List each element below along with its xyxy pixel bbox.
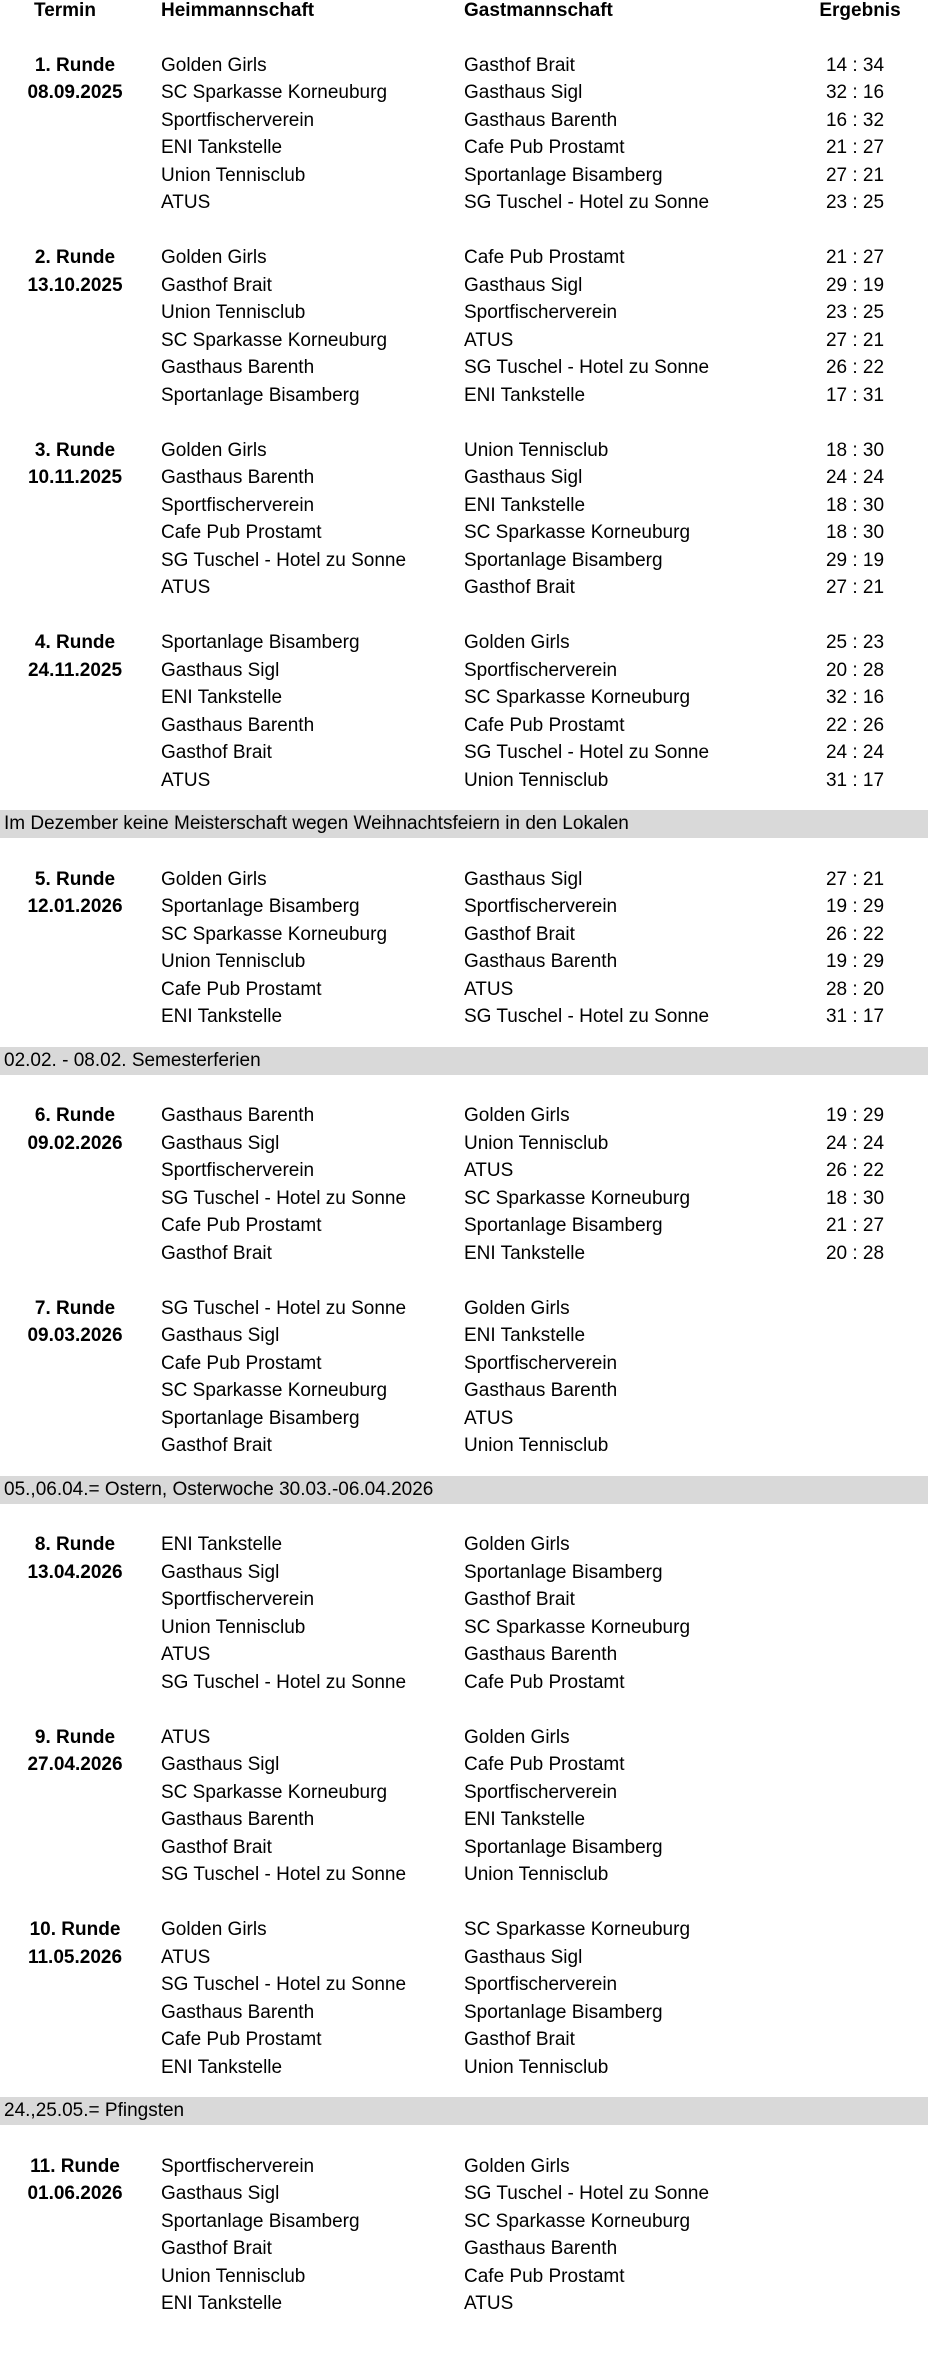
home-team: ENI Tankstelle: [161, 1534, 283, 1555]
home-team: Sportanlage Bisamberg: [161, 1407, 360, 1429]
round-date: 09.02.2026: [27, 1132, 123, 1154]
round-date: 13.04.2026: [27, 1561, 123, 1583]
away-team: Union Tennisclub: [464, 1435, 609, 1456]
home-team: Golden Girls: [161, 54, 267, 76]
match-row: [0, 1641, 928, 1669]
match-row: [0, 1157, 928, 1185]
home-team: Union Tennisclub: [161, 951, 306, 972]
match-row: [0, 162, 928, 190]
match-row: [0, 189, 928, 217]
home-team: Gasthof Brait: [161, 1435, 272, 1456]
away-team: Golden Girls: [464, 1726, 570, 1748]
match-row: [0, 712, 928, 740]
match-row: [0, 1295, 928, 1323]
home-team: Golden Girls: [161, 1919, 267, 1940]
home-team: Gasthof Brait: [161, 1242, 272, 1264]
home-team: Gasthaus Barenth: [161, 467, 315, 488]
home-team: Sportfischerverein: [161, 494, 315, 516]
match-result: 31 : 17: [825, 1006, 885, 1027]
away-team: Golden Girls: [464, 1534, 570, 1555]
away-team: SC Sparkasse Korneuburg: [464, 522, 691, 543]
away-team: Union Tennisclub: [464, 2056, 609, 2078]
match-result: 31 : 17: [825, 769, 885, 791]
home-team: Sportanlage Bisamberg: [161, 2210, 360, 2232]
home-team: SG Tuschel - Hotel zu Sonne: [161, 1671, 407, 1693]
match-row: [0, 327, 928, 355]
round-date: 27.04.2026: [27, 1754, 123, 1775]
away-team: Sportanlage Bisamberg: [464, 2001, 663, 2023]
match-row: [0, 1350, 928, 1378]
home-team: SC Sparkasse Korneuburg: [161, 1380, 388, 1401]
home-team: Gasthof Brait: [161, 1836, 272, 1858]
match-result: 27 : 21: [825, 868, 885, 890]
match-result: 23 : 25: [825, 302, 885, 323]
away-team: Sportfischerverein: [464, 302, 618, 323]
home-team: Union Tennisclub: [161, 302, 306, 323]
away-team: ENI Tankstelle: [464, 384, 586, 406]
away-team: Gasthaus Barenth: [464, 1380, 618, 1401]
round-date: 01.06.2026: [27, 2183, 123, 2204]
match-result: 23 : 25: [825, 192, 885, 213]
match-row: [0, 2290, 928, 2318]
match-result: 18 : 30: [825, 439, 885, 461]
match-row: [0, 79, 928, 107]
match-row: [0, 107, 928, 135]
away-team: Gasthaus Sigl: [464, 82, 583, 103]
match-result: 19 : 29: [825, 951, 885, 972]
spacer: [0, 2125, 928, 2153]
away-team: ENI Tankstelle: [464, 494, 586, 516]
home-team: Golden Girls: [161, 868, 267, 890]
match-row: [0, 629, 928, 657]
match-result: 29 : 19: [825, 549, 885, 571]
round-date: 09.03.2026: [27, 1325, 123, 1346]
match-row: [0, 1806, 928, 1834]
match-row: [0, 1669, 928, 1697]
match-result: 26 : 22: [825, 923, 885, 945]
away-team: Golden Girls: [464, 2155, 570, 2177]
match-result: 21 : 27: [825, 1215, 885, 1236]
round-label: 5. Runde: [34, 868, 116, 890]
away-team: Gasthof Brait: [464, 2029, 575, 2050]
match-row: [0, 1322, 928, 1350]
match-row: [0, 1377, 928, 1405]
home-team: Golden Girls: [161, 439, 267, 461]
match-row: [0, 1751, 928, 1779]
away-team: ATUS: [464, 1407, 514, 1429]
match-row: [0, 1531, 928, 1559]
home-team: SC Sparkasse Korneuburg: [161, 329, 388, 351]
match-row: [0, 1944, 928, 1972]
match-result: 32 : 16: [825, 687, 885, 708]
match-result: 14 : 34: [825, 54, 885, 76]
home-team: ATUS: [161, 1946, 211, 1968]
home-team: SC Sparkasse Korneuburg: [161, 82, 388, 103]
header-heim: Heimmannschaft: [161, 0, 315, 21]
home-team: ENI Tankstelle: [161, 687, 283, 708]
match-row: [0, 2054, 928, 2082]
home-team: Union Tennisclub: [161, 1616, 306, 1638]
home-team: Gasthof Brait: [161, 274, 272, 296]
home-team: Golden Girls: [161, 247, 267, 268]
round-label: 2. Runde: [34, 247, 116, 268]
home-team: Gasthaus Sigl: [161, 1561, 280, 1583]
spacer: [0, 602, 928, 630]
away-team: Gasthaus Sigl: [464, 467, 583, 488]
away-team: ATUS: [464, 2293, 514, 2314]
home-team: ATUS: [161, 1644, 211, 1665]
away-team: Sportfischerverein: [464, 896, 618, 917]
home-team: Gasthaus Sigl: [161, 2183, 280, 2204]
match-row: [0, 299, 928, 327]
match-row: [0, 921, 928, 949]
match-row: [0, 1130, 928, 1158]
match-row: [0, 1834, 928, 1862]
round-label: 6. Runde: [34, 1105, 116, 1126]
match-row: [0, 574, 928, 602]
away-team: Union Tennisclub: [464, 439, 609, 461]
away-team: ENI Tankstelle: [464, 1325, 586, 1346]
away-team: Cafe Pub Prostamt: [464, 714, 625, 736]
round-date: 08.09.2025: [27, 82, 123, 103]
match-row: [0, 684, 928, 712]
match-row: [0, 2153, 928, 2181]
match-result: 27 : 21: [825, 577, 885, 598]
spacer: [0, 794, 928, 810]
away-team: Golden Girls: [464, 1105, 570, 1126]
home-team: Sportanlage Bisamberg: [161, 632, 360, 653]
spacer: [0, 1504, 928, 1532]
match-result: 24 : 24: [825, 742, 885, 763]
away-team: Cafe Pub Prostamt: [464, 1671, 625, 1693]
home-team: ENI Tankstelle: [161, 2293, 283, 2314]
home-team: Sportfischerverein: [161, 109, 315, 131]
header-ergebnis: Ergebnis: [819, 0, 901, 21]
away-team: Cafe Pub Prostamt: [464, 2265, 625, 2287]
match-result: 21 : 27: [825, 247, 885, 268]
match-row: [0, 1405, 928, 1433]
home-team: Cafe Pub Prostamt: [161, 2029, 322, 2050]
away-team: Golden Girls: [464, 1297, 570, 1319]
round-label: 1. Runde: [34, 54, 116, 76]
home-team: Union Tennisclub: [161, 2265, 306, 2287]
match-row: [0, 1240, 928, 1268]
home-team: ATUS: [161, 577, 211, 598]
match-row: [0, 657, 928, 685]
match-row: [0, 767, 928, 795]
away-team: Sportfischerverein: [464, 1781, 618, 1803]
match-result: 27 : 21: [825, 164, 885, 186]
match-result: 19 : 29: [825, 896, 885, 917]
round-date: 13.10.2025: [27, 274, 123, 296]
home-team: Gasthaus Barenth: [161, 1809, 315, 1830]
match-result: 18 : 30: [825, 1187, 885, 1209]
match-row: [0, 1003, 928, 1031]
home-team: Sportanlage Bisamberg: [161, 896, 360, 917]
header-gast: Gastmannschaft: [464, 0, 613, 21]
home-team: Gasthof Brait: [161, 2238, 272, 2259]
home-team: ATUS: [161, 769, 211, 791]
away-team: SG Tuschel - Hotel zu Sonne: [464, 2183, 710, 2204]
spacer: [0, 1889, 928, 1917]
home-team: Gasthaus Barenth: [161, 1105, 315, 1126]
match-row: [0, 134, 928, 162]
match-row: [0, 1102, 928, 1130]
round-date: 24.11.2025: [27, 659, 123, 681]
away-team: Sportfischerverein: [464, 1352, 618, 1374]
match-row: [0, 354, 928, 382]
home-team: Gasthaus Sigl: [161, 1325, 280, 1346]
match-result: 28 : 20: [825, 978, 885, 1000]
match-row: [0, 976, 928, 1004]
away-team: Union Tennisclub: [464, 769, 609, 791]
round-label: 4. Runde: [34, 632, 116, 653]
spacer: [0, 1031, 928, 1047]
home-team: ATUS: [161, 192, 211, 213]
home-team: Cafe Pub Prostamt: [161, 522, 322, 543]
match-row: [0, 1724, 928, 1752]
match-result: 19 : 29: [825, 1105, 885, 1126]
away-team: SC Sparkasse Korneuburg: [464, 2210, 691, 2232]
home-team: SG Tuschel - Hotel zu Sonne: [161, 1297, 407, 1319]
match-row: [0, 2026, 928, 2054]
home-team: Cafe Pub Prostamt: [161, 978, 322, 1000]
match-row: [0, 2235, 928, 2263]
away-team: Gasthof Brait: [464, 54, 575, 76]
away-team: Sportfischerverein: [464, 659, 618, 681]
home-team: Sportanlage Bisamberg: [161, 384, 360, 406]
away-team: Sportfischerverein: [464, 1974, 618, 1995]
away-team: ENI Tankstelle: [464, 1242, 586, 1264]
match-row: [0, 2263, 928, 2291]
away-team: Gasthaus Sigl: [464, 1946, 583, 1968]
match-row: [0, 1999, 928, 2027]
match-row: [0, 519, 928, 547]
match-result: 29 : 19: [825, 274, 885, 296]
away-team: SG Tuschel - Hotel zu Sonne: [464, 192, 710, 213]
header-row: [0, 0, 928, 24]
match-row: [0, 1779, 928, 1807]
match-row: [0, 1185, 928, 1213]
home-team: Gasthaus Sigl: [161, 1754, 280, 1775]
home-team: Gasthaus Barenth: [161, 2001, 315, 2023]
away-team: SC Sparkasse Korneuburg: [464, 687, 691, 708]
home-team: SC Sparkasse Korneuburg: [161, 1781, 388, 1803]
away-team: Sportanlage Bisamberg: [464, 549, 663, 571]
away-team: Union Tennisclub: [464, 1864, 609, 1885]
match-result: 27 : 21: [825, 329, 885, 351]
home-team: SG Tuschel - Hotel zu Sonne: [161, 549, 407, 571]
away-team: Golden Girls: [464, 632, 570, 653]
spacer: [0, 2081, 928, 2097]
spacer: [0, 409, 928, 437]
match-result: 25 : 23: [825, 632, 885, 653]
away-team: Cafe Pub Prostamt: [464, 247, 625, 268]
home-team: Gasthof Brait: [161, 742, 272, 763]
away-team: Gasthof Brait: [464, 923, 575, 945]
match-row: [0, 866, 928, 894]
spacer: [0, 1696, 928, 1724]
match-row: [0, 492, 928, 520]
match-result: 20 : 28: [825, 1242, 885, 1264]
match-row: [0, 948, 928, 976]
away-team: Sportanlage Bisamberg: [464, 1561, 663, 1583]
spacer: [0, 1267, 928, 1295]
away-team: Cafe Pub Prostamt: [464, 1754, 625, 1775]
spacer: [0, 24, 928, 52]
away-team: Union Tennisclub: [464, 1132, 609, 1154]
away-team: Gasthaus Sigl: [464, 274, 583, 296]
match-row: [0, 1614, 928, 1642]
round-label: 7. Runde: [34, 1297, 116, 1319]
away-team: Gasthaus Barenth: [464, 1644, 618, 1665]
header-termin: Termin: [34, 0, 96, 21]
home-team: Gasthaus Sigl: [161, 659, 280, 681]
home-team: Cafe Pub Prostamt: [161, 1215, 322, 1236]
away-team: Gasthof Brait: [464, 577, 575, 598]
match-row: [0, 893, 928, 921]
note-banner: 05.,06.04.= Ostern, Osterwoche 30.03.-06.04.2026: [0, 1476, 928, 1504]
match-result: 26 : 22: [825, 357, 885, 378]
match-row: [0, 1212, 928, 1240]
schedule-body: [0, 24, 928, 2318]
match-row: [0, 382, 928, 410]
away-team: Gasthaus Barenth: [464, 2238, 618, 2259]
away-team: Gasthaus Barenth: [464, 109, 618, 131]
match-result: 20 : 28: [825, 659, 885, 681]
spacer: [0, 1075, 928, 1103]
round-label: 3. Runde: [34, 439, 116, 461]
away-team: Gasthaus Sigl: [464, 868, 583, 890]
spacer: [0, 217, 928, 245]
note-banner: 24.,25.05.= Pfingsten: [0, 2097, 928, 2125]
note-banner: Im Dezember keine Meisterschaft wegen Weihnachtsfeiern in den Lokalen: [0, 810, 928, 838]
home-team: SG Tuschel - Hotel zu Sonne: [161, 1864, 407, 1885]
away-team: SG Tuschel - Hotel zu Sonne: [464, 1006, 710, 1027]
home-team: ATUS: [161, 1726, 211, 1748]
home-team: SC Sparkasse Korneuburg: [161, 923, 388, 945]
match-row: [0, 1559, 928, 1587]
match-result: 26 : 22: [825, 1160, 885, 1181]
match-result: 32 : 16: [825, 82, 885, 103]
away-team: Sportanlage Bisamberg: [464, 1836, 663, 1858]
match-result: 16 : 32: [825, 109, 885, 131]
match-row: [0, 52, 928, 80]
away-team: SC Sparkasse Korneuburg: [464, 1616, 691, 1638]
match-result: 18 : 30: [825, 522, 885, 543]
match-row: [0, 2180, 928, 2208]
match-row: [0, 464, 928, 492]
match-row: [0, 1586, 928, 1614]
round-label: 11. Runde: [30, 2155, 120, 2177]
away-team: Sportanlage Bisamberg: [464, 1215, 663, 1236]
home-team: Union Tennisclub: [161, 164, 306, 186]
home-team: SG Tuschel - Hotel zu Sonne: [161, 1974, 407, 1995]
home-team: SG Tuschel - Hotel zu Sonne: [161, 1187, 407, 1209]
away-team: SG Tuschel - Hotel zu Sonne: [464, 742, 710, 763]
home-team: Gasthaus Barenth: [161, 714, 315, 736]
home-team: ENI Tankstelle: [161, 137, 283, 158]
match-row: [0, 2208, 928, 2236]
round-date: 11.05.2026: [27, 1946, 123, 1968]
away-team: ATUS: [464, 329, 514, 351]
round-label: 8. Runde: [34, 1534, 116, 1555]
match-row: [0, 547, 928, 575]
home-team: Cafe Pub Prostamt: [161, 1352, 322, 1374]
match-row: [0, 272, 928, 300]
spacer: [0, 838, 928, 866]
match-row: [0, 1432, 928, 1460]
away-team: SG Tuschel - Hotel zu Sonne: [464, 357, 710, 378]
away-team: Cafe Pub Prostamt: [464, 137, 625, 158]
match-row: [0, 1916, 928, 1944]
round-date: 12.01.2026: [27, 896, 123, 917]
round-label: 9. Runde: [34, 1726, 116, 1748]
away-team: Sportanlage Bisamberg: [464, 164, 663, 186]
home-team: Sportfischerverein: [161, 1589, 315, 1610]
match-row: [0, 437, 928, 465]
round-label: 10. Runde: [29, 1919, 121, 1940]
spacer: [0, 1460, 928, 1476]
home-team: ENI Tankstelle: [161, 2056, 283, 2078]
home-team: Sportfischerverein: [161, 2155, 315, 2177]
away-team: ATUS: [464, 1160, 514, 1181]
match-result: 21 : 27: [825, 137, 885, 158]
away-team: SC Sparkasse Korneuburg: [464, 1187, 691, 1209]
match-result: 24 : 24: [825, 467, 885, 488]
match-result: 22 : 26: [825, 714, 885, 736]
round-date: 10.11.2025: [27, 467, 123, 488]
away-team: ENI Tankstelle: [464, 1809, 586, 1830]
home-team: Gasthaus Sigl: [161, 1132, 280, 1154]
home-team: Gasthaus Barenth: [161, 357, 315, 378]
match-result: 24 : 24: [825, 1132, 885, 1154]
away-team: Gasthof Brait: [464, 1589, 575, 1610]
home-team: Sportfischerverein: [161, 1160, 315, 1181]
away-team: ATUS: [464, 978, 514, 1000]
away-team: Gasthaus Barenth: [464, 951, 618, 972]
match-row: [0, 1861, 928, 1889]
match-row: [0, 739, 928, 767]
home-team: ENI Tankstelle: [161, 1006, 283, 1027]
note-banner: 02.02. - 08.02. Semesterferien: [0, 1047, 928, 1075]
match-row: [0, 1971, 928, 1999]
match-row: [0, 244, 928, 272]
match-result: 17 : 31: [825, 384, 885, 406]
away-team: SC Sparkasse Korneuburg: [464, 1919, 691, 1940]
match-result: 18 : 30: [825, 494, 885, 516]
